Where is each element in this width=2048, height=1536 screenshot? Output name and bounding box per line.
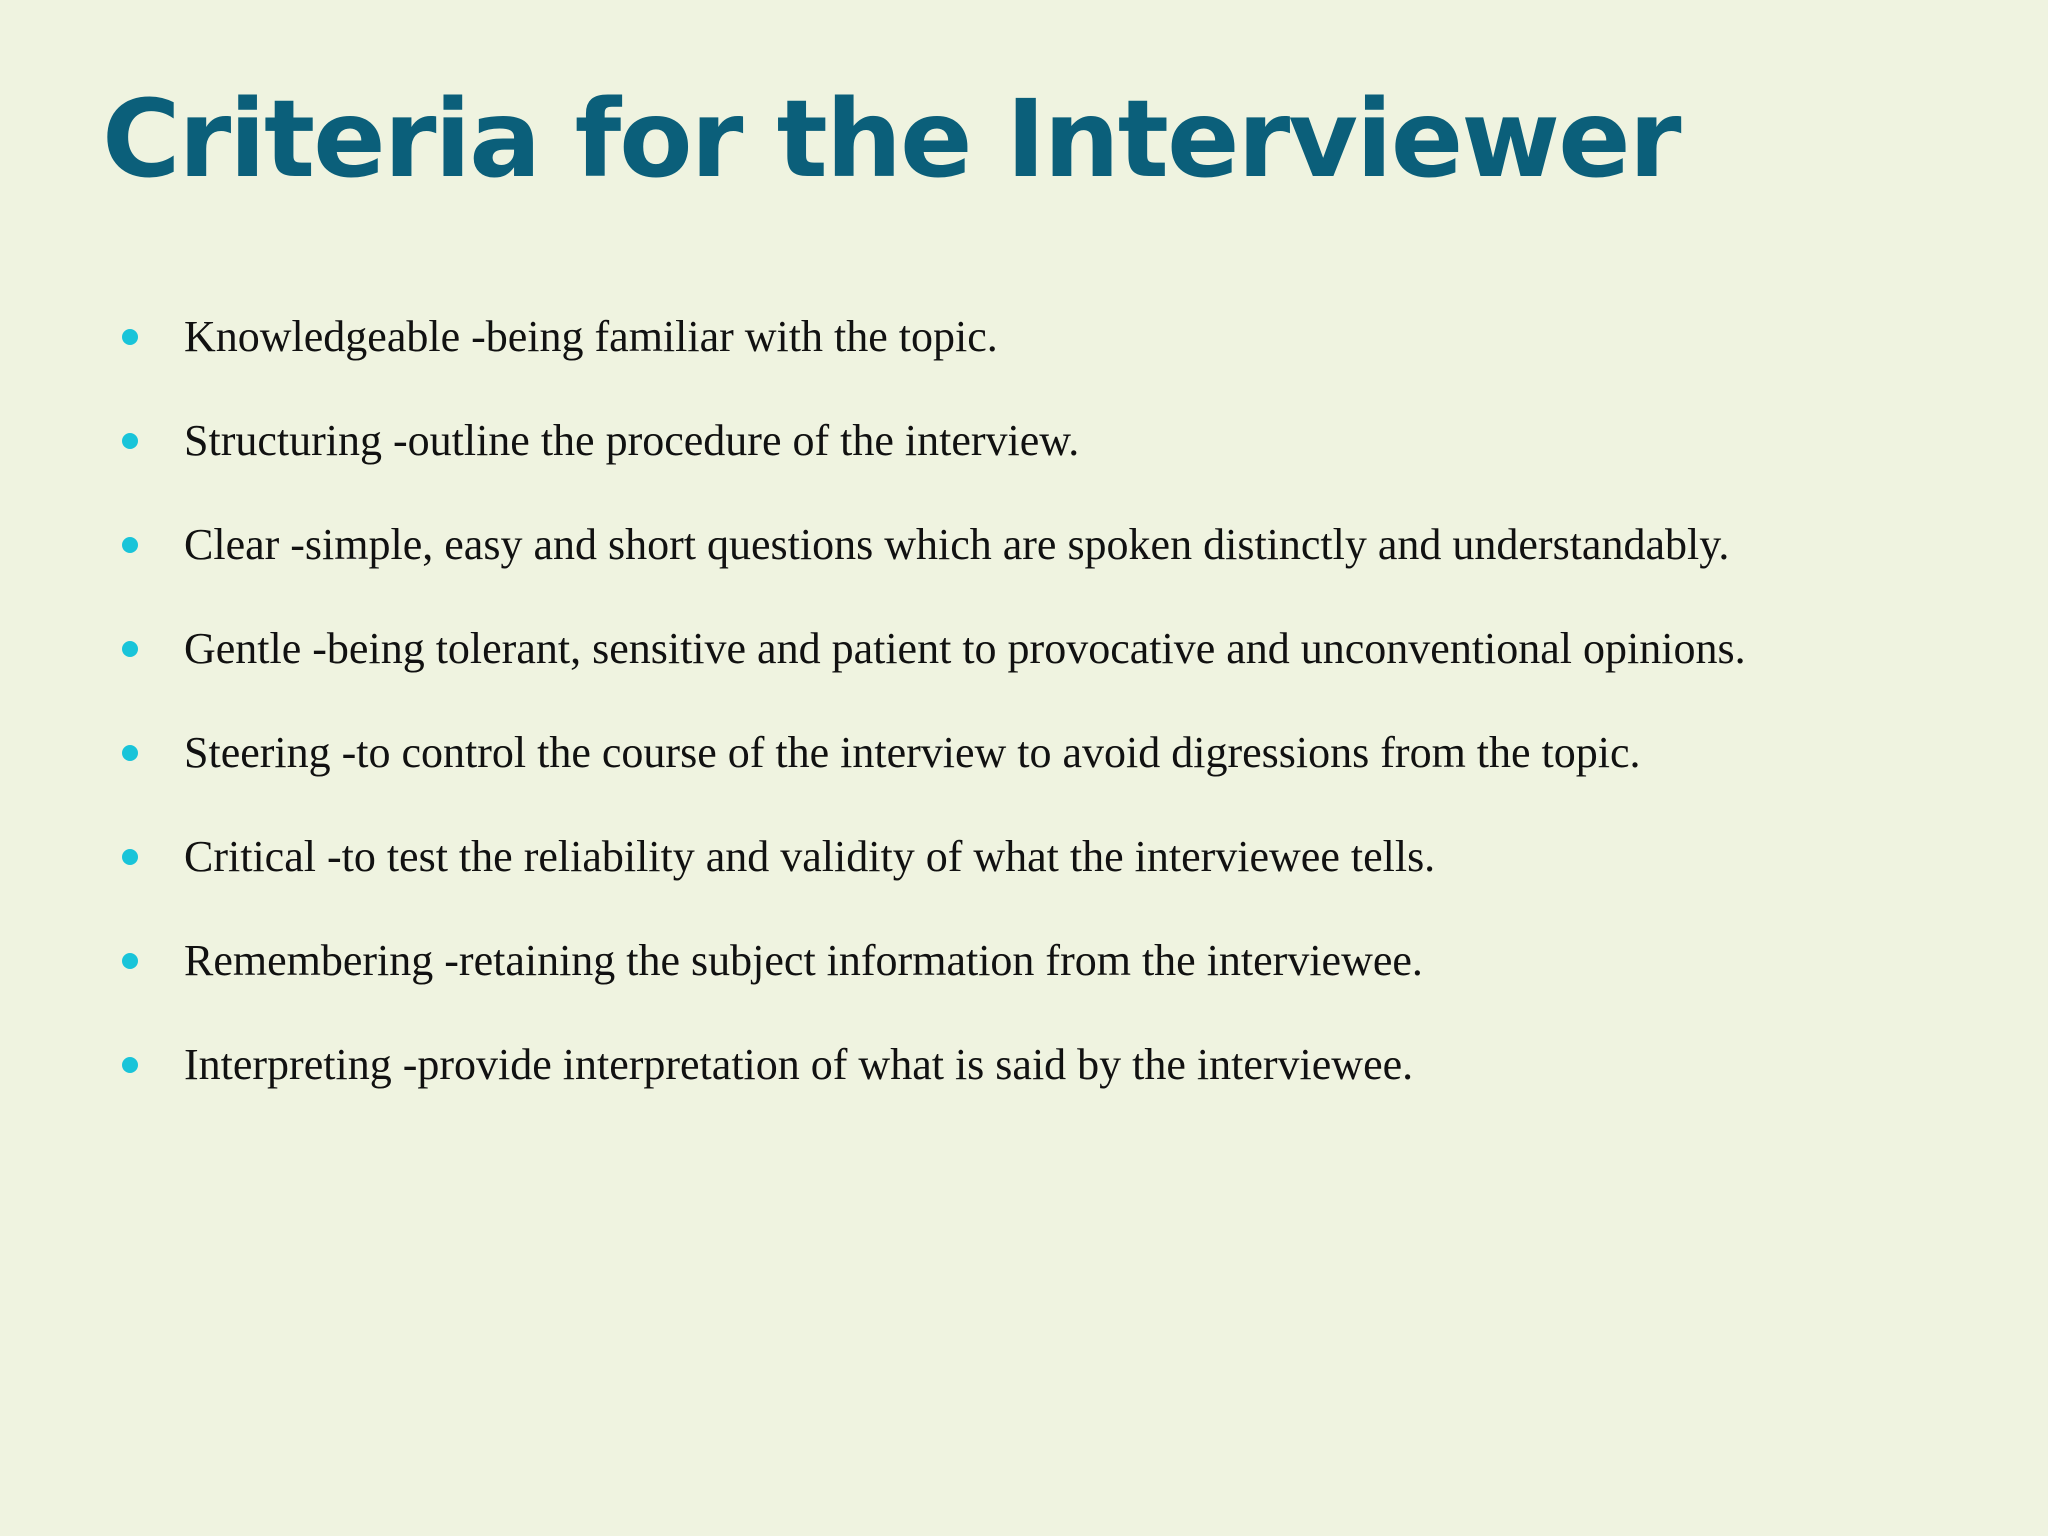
bullet-dot-icon [122,433,138,449]
bullet-dot-icon [122,1057,138,1073]
bullet-dot-icon [122,537,138,553]
criteria-text: Critical -to test the reliability and validity of what the interviewee tells. [184,832,1436,881]
bullet-dot-icon [122,953,138,969]
criteria-list-item [122,285,2022,389]
bullet-dot-icon [122,641,138,657]
criteria-list-item [122,909,2022,1013]
criteria-list-item [122,597,2022,701]
criteria-list-item [122,389,2022,493]
slide-title: Criteria for the Interviewer [102,78,1680,202]
criteria-list-item [122,1013,2022,1117]
criteria-text: Interpreting -provide interpretation of what is said by the interviewee. [184,1040,1414,1089]
criteria-list-item [122,493,2022,597]
criteria-text: Knowledgeable -being familiar with the topic. [184,312,998,361]
criteria-text: Steering -to control the course of the interview to avoid digressions from the topic. [184,728,1641,777]
criteria-list [122,285,2022,1117]
bullet-dot-icon [122,745,138,761]
criteria-text: Clear -simple, easy and short questions which are spoken distinctly and understandably. [184,520,1730,569]
bullet-dot-icon [122,329,138,345]
bullet-dot-icon [122,849,138,865]
criteria-text: Gentle -being tolerant, sensitive and patient to provocative and unconventional opinions. [184,624,1746,673]
criteria-list-item [122,805,2022,909]
criteria-text: Structuring -outline the procedure of the interview. [184,416,1080,465]
criteria-text: Remembering -retaining the subject information from the interviewee. [184,936,1423,985]
criteria-list-item [122,701,2022,805]
